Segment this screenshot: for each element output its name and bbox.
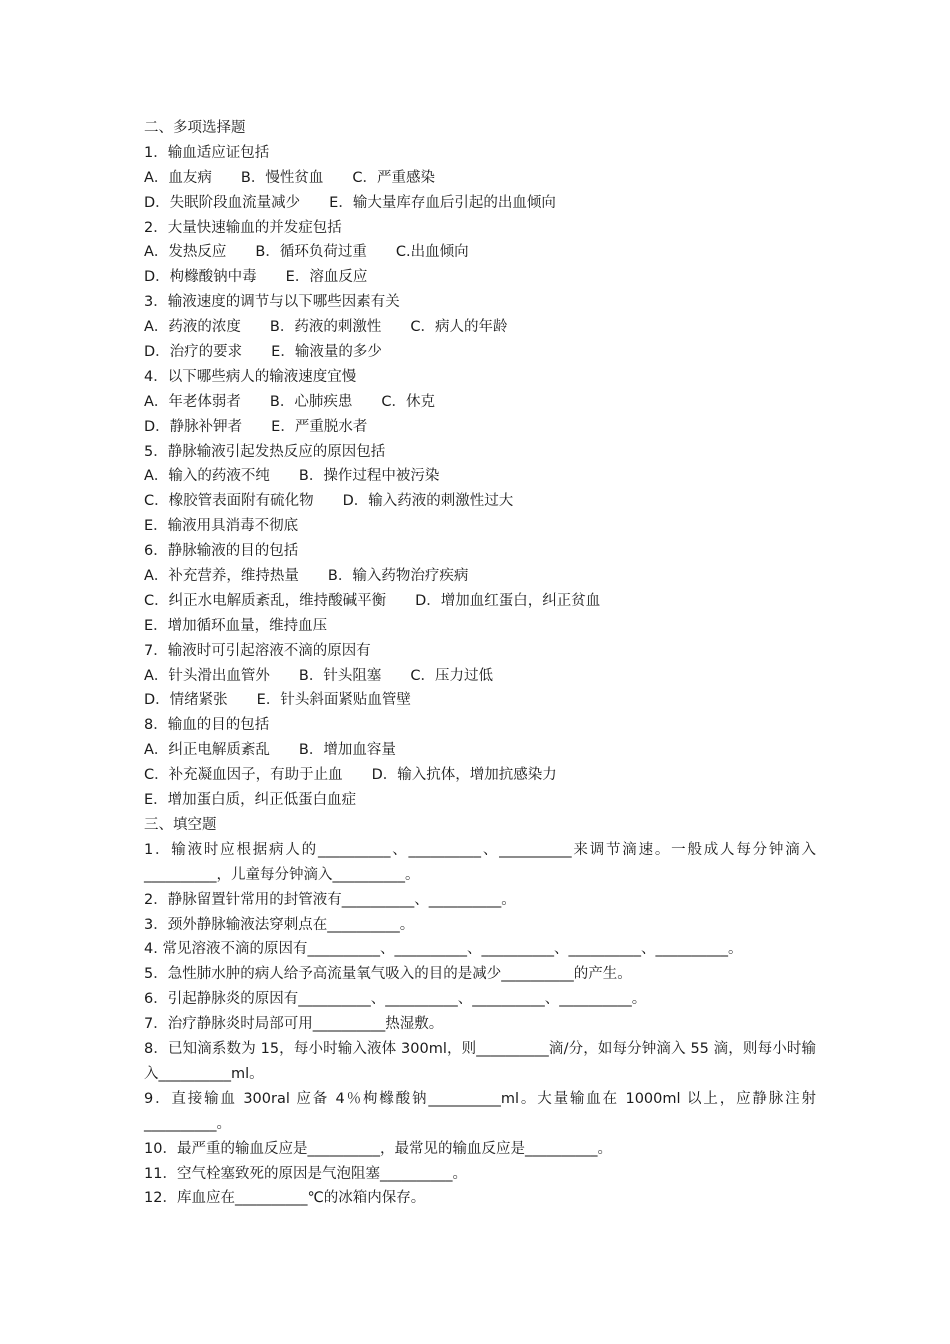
mc-line: E．增加循环血量，维持血压 xyxy=(144,617,328,634)
mc-line: A．纠正电解质紊乱 B．增加血容量 xyxy=(144,742,396,759)
mc-line: A．药液的浓度 B．药液的刺激性 C．病人的年龄 xyxy=(144,319,508,336)
section-heading-fill-blank: 三、填空题 xyxy=(144,816,217,833)
fb-line: 3．颈外静脉输液法穿刺点在__________。 xyxy=(144,916,415,933)
document-page xyxy=(144,116,816,1211)
fb-line: 7．治疗静脉炎时局部可用__________热湿敷。 xyxy=(144,1016,444,1033)
mc-line: E．增加蛋白质，纠正低蛋白血症 xyxy=(144,792,357,809)
mc-line: A．发热反应 B．循环负荷过重 C.出血倾向 xyxy=(144,244,469,261)
fb-line: 10．最严重的输血反应是__________，最常见的输血反应是__________。 xyxy=(144,1140,612,1157)
mc-line: D．枸橼酸钠中毒 E．溶血反应 xyxy=(144,269,368,286)
mc-line: D．治疗的要求 E．输液量的多少 xyxy=(144,344,382,361)
fb-line: 4. 常见溶液不滴的原因有__________、__________、__________、__________、__________。 xyxy=(144,941,743,958)
fb-line: 1．输液时应根据病人的__________、__________、__________来调节滴速。一般成人每分钟滴入__________，儿童每分钟滴入__________。 xyxy=(144,841,816,883)
mc-line: C．橡胶管表面附有硫化物 D．输入药液的刺激性过大 xyxy=(144,493,514,510)
fb-line: 11．空气栓塞致死的原因是气泡阻塞__________。 xyxy=(144,1165,467,1182)
mc-line: A．输入的药液不纯 B．操作过程中被污染 xyxy=(144,468,440,485)
mc-line: 7．输液时可引起溶液不滴的原因有 xyxy=(144,642,371,659)
mc-line: A．针头滑出血管外 B．针头阻塞 C．压力过低 xyxy=(144,667,493,684)
mc-line: 6．静脉输液的目的包括 xyxy=(144,543,299,560)
mc-line: 3．输液速度的调节与以下哪些因素有关 xyxy=(144,294,400,311)
mc-line: C．补充凝血因子，有助于止血 D．输入抗体，增加抗感染力 xyxy=(144,767,557,784)
fb-line: 2．静脉留置针常用的封管液有__________、__________。 xyxy=(144,891,516,908)
mc-line: 1．输血适应证包括 xyxy=(144,144,270,161)
mc-line: A．血友病 B．慢性贫血 C．严重感染 xyxy=(144,169,435,186)
mc-line: D．情绪紧张 E．针头斜面紧贴血管壁 xyxy=(144,692,411,709)
fb-line: 8．已知滴系数为 15，每小时输入液体 300ml，则__________滴/分，如每分钟滴入 55 滴，则每小时输入__________ml。 xyxy=(144,1040,816,1082)
fb-line: 9．直接输血 300ral 应备 4％枸橼酸钠__________ml。大量输血在 1000ml 以上，应静脉注射__________。 xyxy=(144,1090,816,1132)
mc-line: 5．静脉输液引起发热反应的原因包括 xyxy=(144,443,386,460)
mc-line: A．补充营养，维持热量 B．输入药物治疗疾病 xyxy=(144,568,469,585)
mc-line: A．年老体弱者 B．心肺疾患 C．休克 xyxy=(144,393,435,410)
mc-line: 8．输血的目的包括 xyxy=(144,717,270,734)
fb-line: 5．急性肺水肿的病人给予高流量氧气吸入的目的是减少__________的产生。 xyxy=(144,966,632,983)
section-heading-multi-choice: 二、多项选择题 xyxy=(144,120,246,136)
fb-line: 6．引起静脉炎的原因有__________、__________、__________、__________。 xyxy=(144,991,647,1008)
mc-line: C．纠正水电解质紊乱，维持酸碱平衡 D．增加血红蛋白，纠正贫血 xyxy=(144,592,601,609)
mc-line: 4．以下哪些病人的输液速度宜慢 xyxy=(144,368,357,385)
mc-line: D．失眠阶段血流量减少 E．输大量库存血后引起的出血倾向 xyxy=(144,194,556,211)
mc-line: E．输液用具消毒不彻底 xyxy=(144,518,299,535)
mc-line: 2．大量快速输血的并发症包括 xyxy=(144,219,342,236)
mc-line: D．静脉补钾者 E．严重脱水者 xyxy=(144,418,368,435)
fb-line: 12．库血应在__________℃的冰箱内保存。 xyxy=(144,1190,426,1207)
